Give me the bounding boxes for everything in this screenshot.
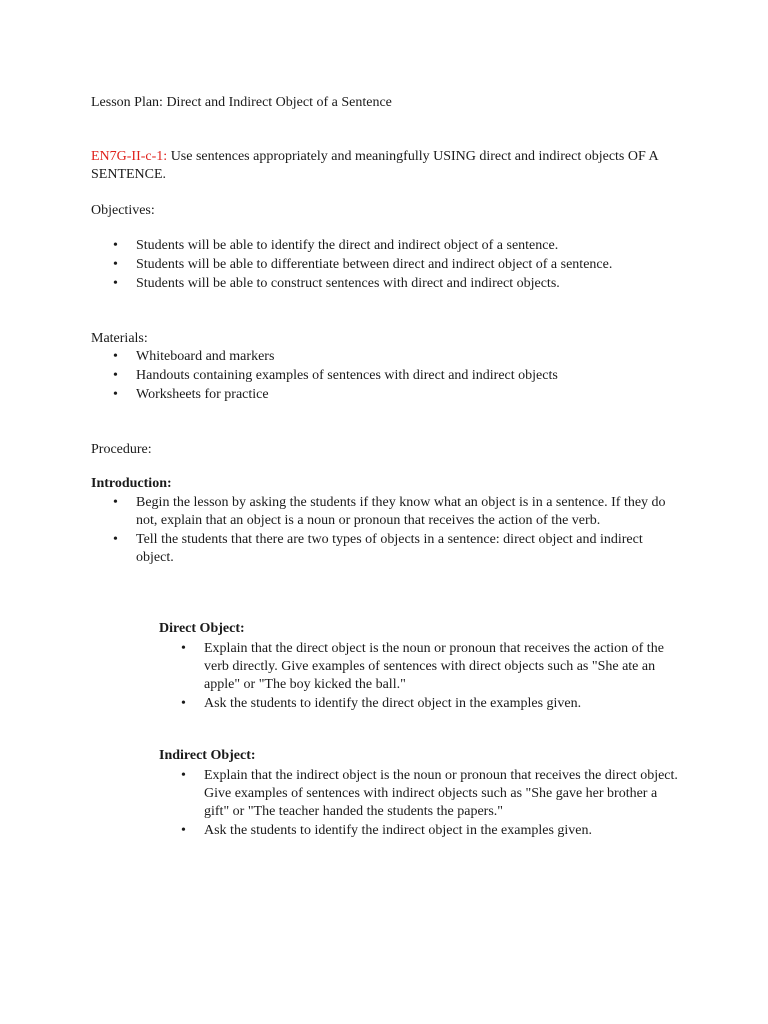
standard-code: EN7G-II-c-1: bbox=[91, 149, 168, 164]
materials-list bbox=[91, 348, 691, 405]
indirect-object-list bbox=[159, 767, 684, 841]
list-item-text: Students will be able to differentiate between direct and indirect object of a sentence. bbox=[136, 257, 613, 272]
list-item-text: Ask the students to identify the indirect object in the examples given. bbox=[204, 823, 593, 838]
list-item-text: Explain that the indirect object is the noun or pronoun that receives the direct object. Give examples of sentences with indirect objects such as "She gave her brother a gift" or "The teacher handed the students the papers." bbox=[204, 768, 678, 819]
objectives-list bbox=[91, 237, 691, 294]
bullet-icon: • bbox=[113, 238, 118, 253]
list-item bbox=[91, 531, 671, 567]
bullet-icon: • bbox=[181, 696, 186, 711]
bullet-icon: • bbox=[181, 641, 186, 656]
list-item bbox=[159, 822, 684, 840]
introduction-heading: Introduction: bbox=[91, 476, 172, 491]
standard-text: Use sentences appropriately and meaningfully USING direct and indirect objects OF A SENTENCE. bbox=[91, 149, 658, 182]
materials-heading: Materials: bbox=[91, 331, 148, 346]
direct-object-list bbox=[159, 640, 684, 714]
list-item-text: Ask the students to identify the direct object in the examples given. bbox=[204, 696, 582, 711]
bullet-icon: • bbox=[113, 368, 118, 383]
bullet-icon: • bbox=[113, 495, 118, 510]
bullet-icon: • bbox=[113, 276, 118, 291]
bullet-icon: • bbox=[113, 532, 118, 547]
bullet-icon: • bbox=[181, 823, 186, 838]
list-item-text: Students will be able to construct sentences with direct and indirect objects. bbox=[136, 276, 560, 291]
list-item-text: Whiteboard and markers bbox=[136, 349, 275, 364]
list-item bbox=[159, 695, 684, 713]
bullet-icon: • bbox=[113, 387, 118, 402]
list-item bbox=[91, 237, 691, 255]
objectives-heading: Objectives: bbox=[91, 203, 155, 218]
list-item-text: Students will be able to identify the direct and indirect object of a sentence. bbox=[136, 238, 559, 253]
bullet-icon: • bbox=[113, 349, 118, 364]
list-item bbox=[91, 494, 671, 530]
list-item bbox=[91, 386, 691, 404]
curriculum-standard bbox=[91, 148, 691, 184]
bullet-icon: • bbox=[113, 257, 118, 272]
procedure-heading: Procedure: bbox=[91, 442, 152, 457]
list-item bbox=[91, 348, 691, 366]
list-item bbox=[91, 256, 691, 274]
document-title: Lesson Plan: Direct and Indirect Object of a Sentence bbox=[91, 95, 392, 110]
bullet-icon: • bbox=[181, 768, 186, 783]
introduction-list bbox=[91, 494, 671, 568]
list-item-text: Handouts containing examples of sentences with direct and indirect objects bbox=[136, 368, 558, 383]
list-item-text: Begin the lesson by asking the students if they know what an object is in a sentence. If they do not, explain that an object is a noun or pronoun that receives the action of the verb. bbox=[136, 495, 666, 528]
list-item bbox=[159, 767, 684, 821]
indirect-object-heading: Indirect Object: bbox=[159, 748, 256, 763]
list-item-text: Tell the students that there are two types of objects in a sentence: direct object and indirect object. bbox=[136, 532, 643, 565]
list-item bbox=[91, 275, 691, 293]
direct-object-heading: Direct Object: bbox=[159, 621, 245, 636]
list-item-text: Worksheets for practice bbox=[136, 387, 269, 402]
list-item bbox=[91, 367, 691, 385]
list-item-text: Explain that the direct object is the noun or pronoun that receives the action of the verb directly. Give examples of sentences with direct objects such as "She ate an apple" or "The boy kicked the ball." bbox=[204, 641, 664, 692]
list-item bbox=[159, 640, 684, 694]
